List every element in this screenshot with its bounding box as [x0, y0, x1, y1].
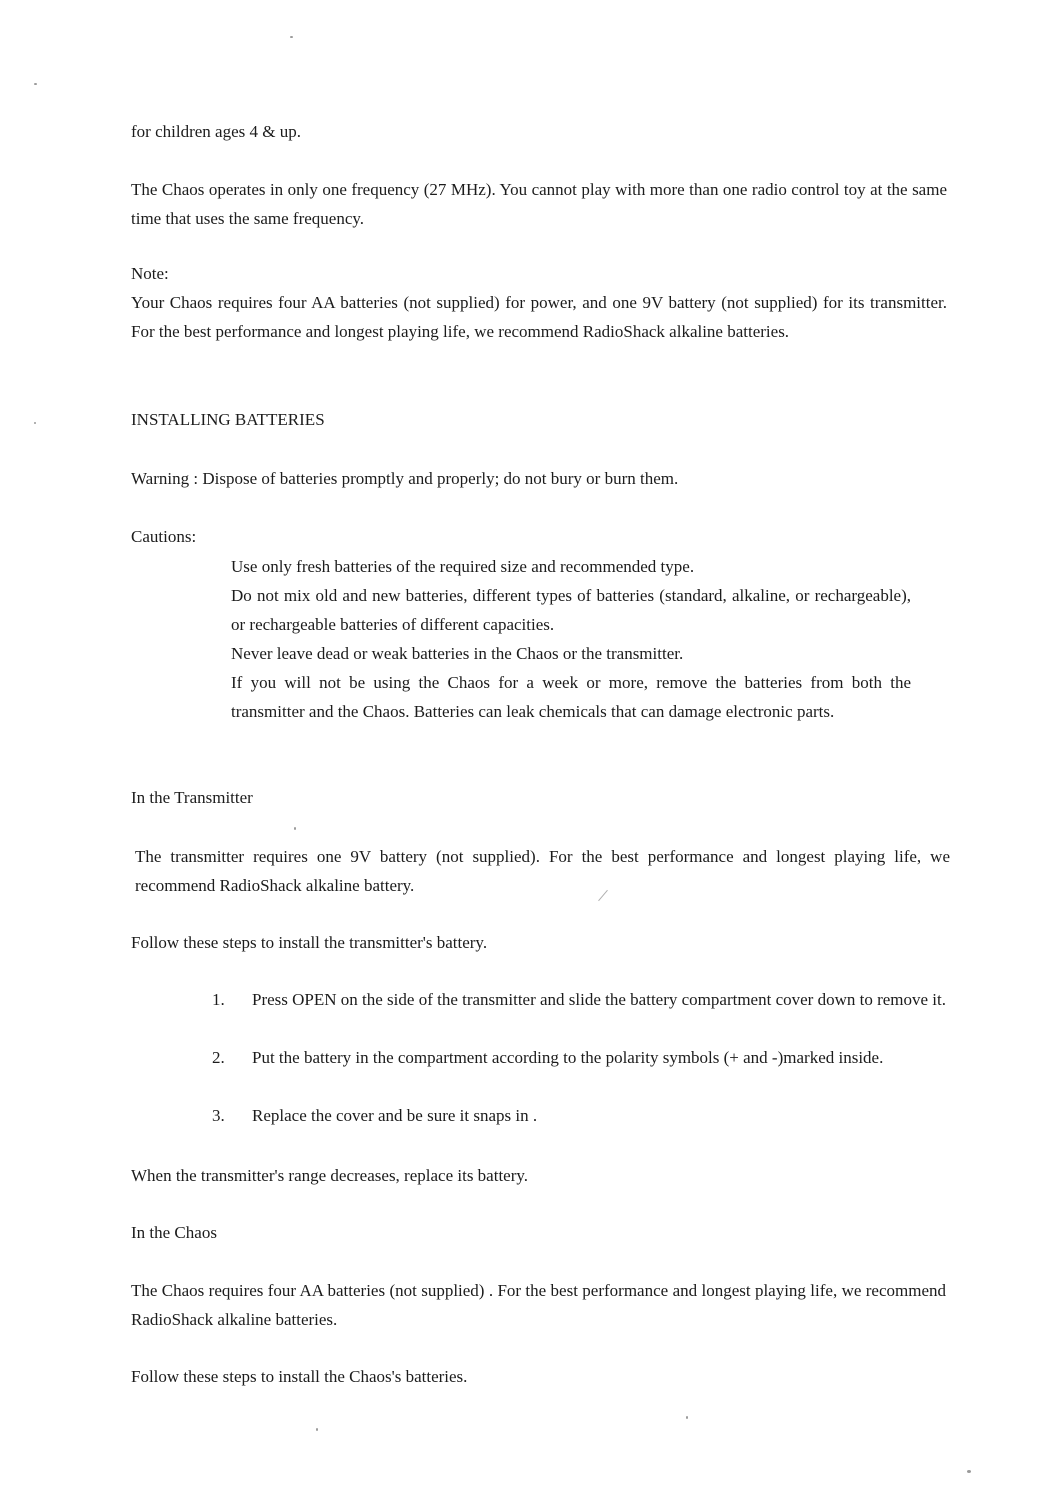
- caution-item: Use only fresh batteries of the required size and recommended type.: [231, 557, 695, 576]
- note-paragraph: Your Chaos requires four AA batteries (not supplied) for power, and one 9V battery (not supplied) for its transmitter. For the best performance and longest playing life, we recommend RadioShack alkaline batteries.: [131, 293, 947, 341]
- step-number: 3.: [212, 1106, 225, 1125]
- step-text: Put the battery in the compartment according to the polarity symbols (+ and -)marked inside.: [252, 1048, 884, 1067]
- scan-speck: [34, 422, 36, 424]
- chaos-heading: In the Chaos: [131, 1223, 217, 1242]
- caution-item: If you will not be using the Chaos for a week or more, remove the batteries from both the transmitter and the Chaos. Batteries can leak chemicals that can damage electronic parts.: [231, 673, 911, 721]
- warning-line: Warning : Dispose of batteries promptly and properly; do not bury or burn them.: [131, 469, 679, 488]
- chaos-steps-intro: Follow these steps to install the Chaos's batteries.: [131, 1367, 468, 1386]
- chaos-requirement-paragraph: The Chaos requires four AA batteries (not supplied) . For the best performance and longest playing life, we recommend RadioShack alkaline batteries.: [131, 1281, 946, 1329]
- scan-speck: [967, 1470, 971, 1473]
- scan-speck: [686, 1416, 688, 1419]
- scan-speck: [34, 83, 37, 85]
- step-text: Replace the cover and be sure it snaps in .: [252, 1106, 538, 1125]
- scan-speck: [290, 36, 293, 38]
- step-number: 1.: [212, 990, 225, 1009]
- intro-age-line: for children ages 4 & up.: [131, 122, 301, 141]
- installing-batteries-heading: INSTALLING BATTERIES: [131, 410, 325, 429]
- cautions-label: Cautions:: [131, 527, 197, 546]
- step-text: Press OPEN on the side of the transmitter and slide the battery compartment cover down to remove it.: [252, 990, 946, 1009]
- frequency-paragraph: The Chaos operates in only one frequency (27 MHz). You cannot play with more than one radio control toy at the same time that uses the same frequency.: [131, 180, 947, 228]
- cautions-list: [231, 552, 911, 726]
- transmitter-heading: In the Transmitter: [131, 788, 253, 807]
- list-item: [212, 985, 949, 1043]
- step-number: 2.: [212, 1048, 225, 1067]
- scan-speck: [316, 1428, 318, 1431]
- transmitter-steps-intro: Follow these steps to install the transmitter's battery.: [131, 933, 488, 952]
- range-note-line: When the transmitter's range decreases, replace its battery.: [131, 1166, 529, 1185]
- transmitter-steps-list: [212, 985, 949, 1130]
- transmitter-requirement-paragraph: The transmitter requires one 9V battery (not supplied). For the best performance and longest playing life, we recommend RadioShack alkaline battery.: [135, 847, 950, 895]
- scan-speck: [294, 827, 296, 830]
- list-item: [212, 1043, 949, 1101]
- list-item: [212, 1101, 949, 1130]
- note-label: Note:: [131, 264, 169, 283]
- caution-item: Never leave dead or weak batteries in the Chaos or the transmitter.: [231, 644, 684, 663]
- caution-item: Do not mix old and new batteries, different types of batteries (standard, alkaline, or rechargeable), or rechargeable batteries of different capacities.: [231, 586, 911, 634]
